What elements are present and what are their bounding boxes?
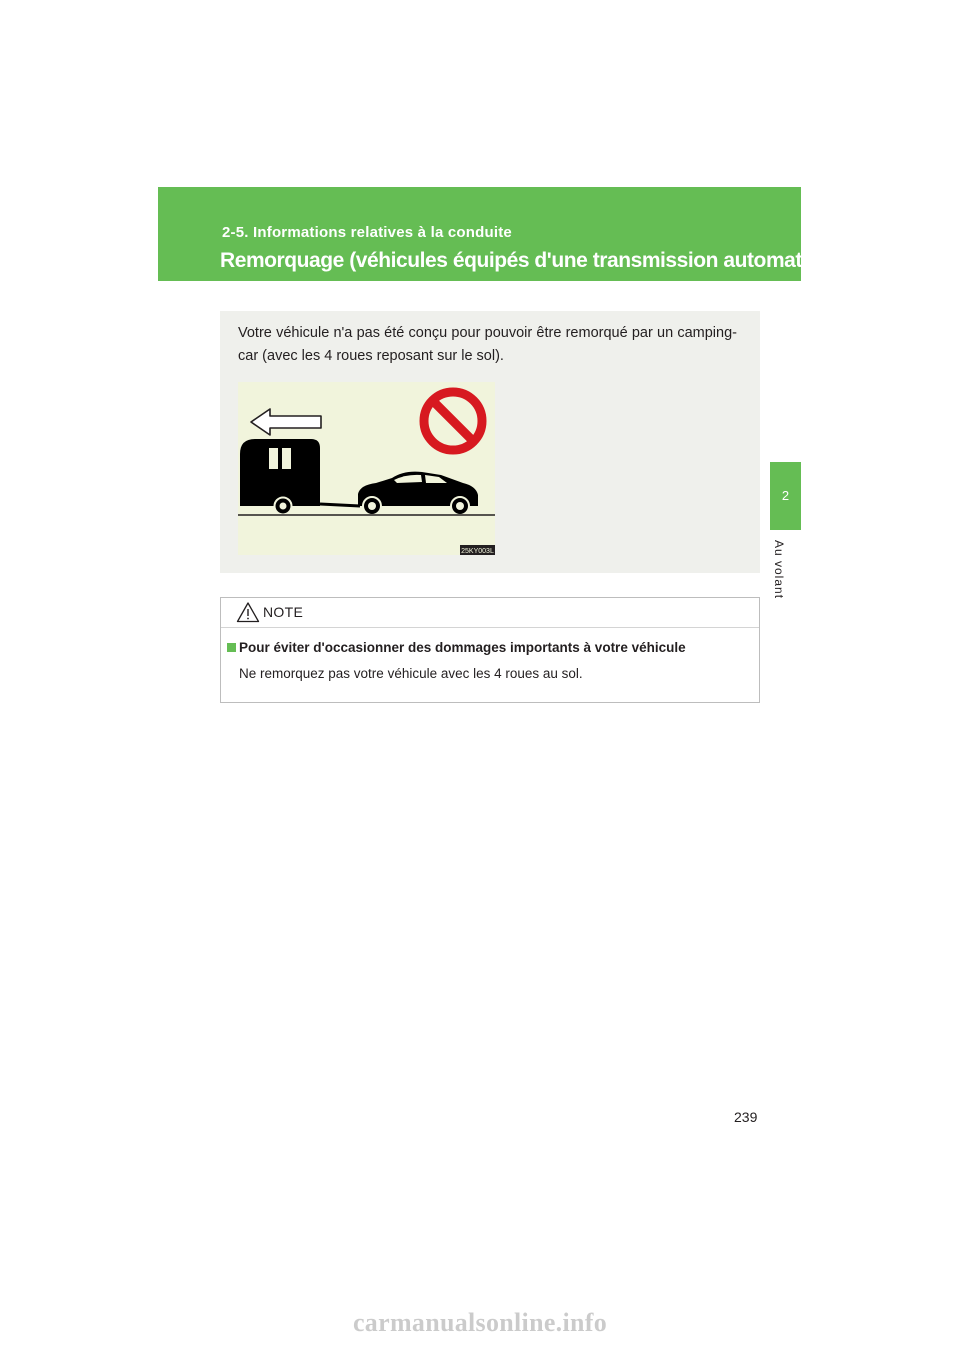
motorhome-shape (240, 439, 320, 515)
note-body: Ne remorquez pas votre véhicule avec les 4 roues au sol. (239, 666, 583, 681)
chapter-tab[interactable]: 2 (770, 462, 801, 530)
note-header (221, 598, 759, 628)
chapter-label: Au volant (772, 540, 786, 600)
note-box (220, 597, 760, 703)
section-label: 2-5. Informations relatives à la conduite (222, 224, 512, 241)
watermark: carmanualsonline.info (352, 1308, 608, 1337)
page-title: Remorquage (véhicules équipés d'une transmission automatique) (220, 249, 850, 272)
page-number: 239 (734, 1109, 758, 1125)
tow-bar (320, 504, 360, 506)
note-label: NOTE (263, 604, 304, 620)
info-text: Votre véhicule n'a pas été conçu pour pouvoir être remorqué par un camping-car (avec les 4 roues reposant sur le sol). (238, 325, 737, 364)
towing-illustration (238, 382, 495, 555)
note-heading: Pour éviter d'occasionner des dommages importants à votre véhicule (239, 640, 686, 655)
warning-icon (236, 601, 260, 623)
bullet-square-icon (227, 643, 236, 652)
figure-code: 25KY003L (461, 548, 494, 555)
